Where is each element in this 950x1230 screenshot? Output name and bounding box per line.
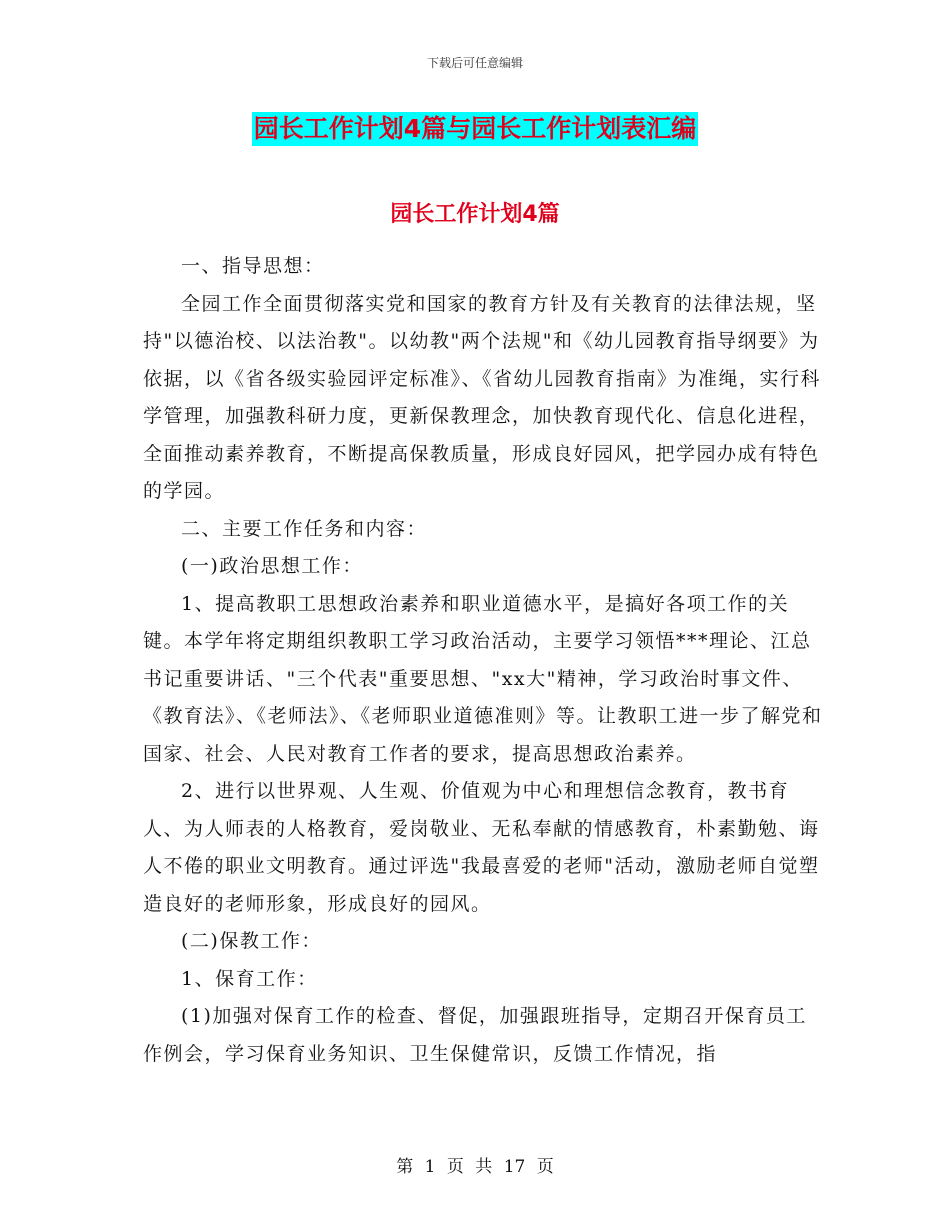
paragraph: 全园工作全面贯彻落实党和国家的教育方针及有关教育的法律法规，坚持"以德治校、以法治教"。以幼教"两个法规"和《幼儿园教育指导纲要》为依据，以《省各级实验园评定标准》、《省幼儿园教育指南》为准绳，实行科学管理，加强教科研力度，更新保教理念，加快教育现代化、信息化进程，全面推动素养教育，不断提高保教质量，形成良好园风，把学园办成有特色的学园。 [143, 292, 822, 502]
paragraph: (1)加强对保育工作的检查、督促，加强跟班指导，定期召开保育员工作例会，学习保育业务知识、卫生保健常识，反馈工作情况，指 [143, 1005, 807, 1065]
paragraph: 二、主要工作任务和内容： [181, 517, 428, 540]
paragraph: 2、进行以世界观、人生观、价值观为中心和理想信念教育，教书育人、为人师表的人格教育，爱岗敬业、无私奉献的情感教育，朴素勤勉、诲人不倦的职业文明教育。通过评选"我最喜爱的老师"活动，激励老师自觉塑造良好的老师形象，形成良好的园风。 [143, 780, 820, 915]
paragraph: (二)保教工作： [181, 930, 322, 952]
page-number: 第 1 页 共 17 页 [396, 1157, 554, 1177]
paragraph: 一、指导思想： [181, 255, 325, 277]
main-title-container [0, 112, 950, 146]
paragraph: 1、提高教职工思想政治素养和职业道德水平，是搞好各项工作的关键。本学年将定期组织教职工学习政治活动，主要学习领悟***理论、江总书记重要讲话、"三个代表"重要思想、"xx大"精神，学习政治时事文件、《教育法》、《老师法》、《老师职业道德准则》等。让教职工进一步了解党和国家、社会、人民对教育工作者的要求，提高思想政治素养。 [143, 592, 823, 765]
header-note: 下载后可任意编辑 [426, 56, 523, 70]
paragraph: 1、保育工作： [181, 967, 318, 990]
paragraph: (一)政治思想工作： [181, 555, 363, 577]
main-title: 园长工作计划4篇与园长工作计划表汇编 [252, 112, 698, 146]
document-body [143, 248, 823, 1073]
sub-title: 园长工作计划4篇 [390, 202, 560, 227]
